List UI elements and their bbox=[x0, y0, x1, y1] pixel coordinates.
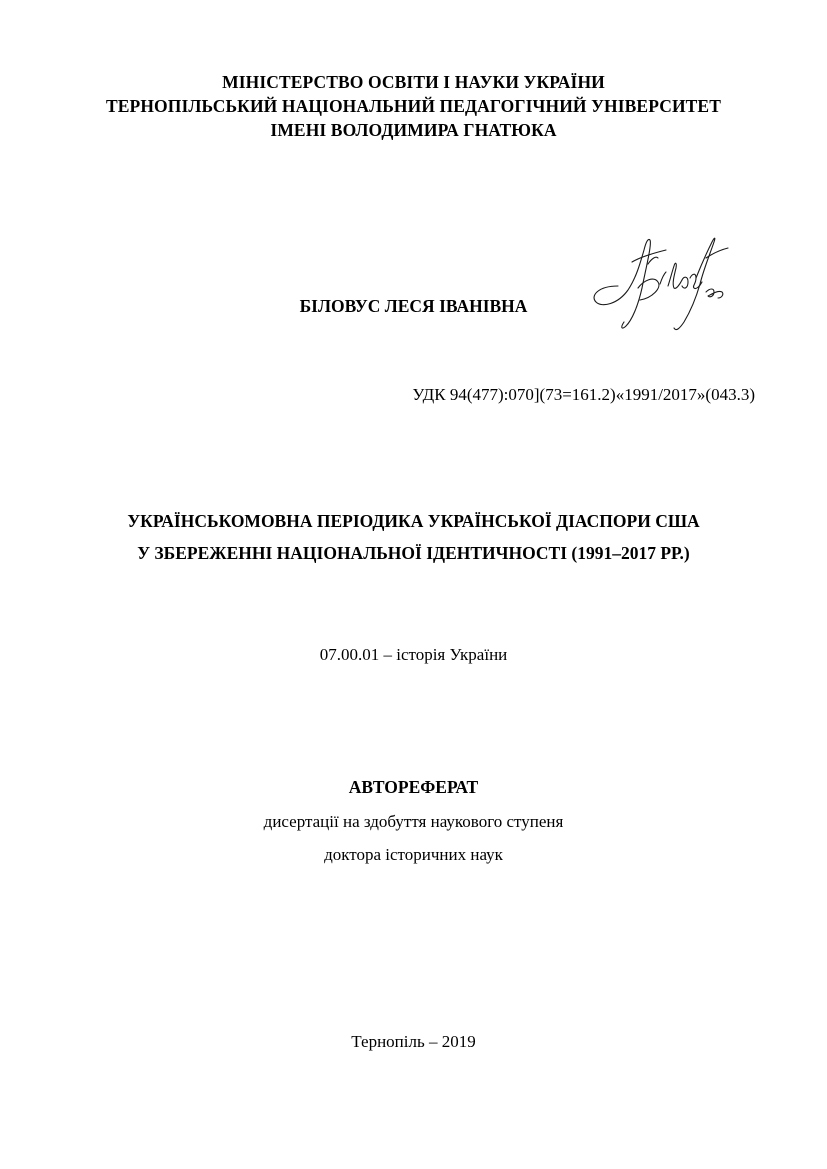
university-name-heading: ІМЕНІ ВОЛОДИМИРА ГНАТЮКА bbox=[270, 120, 557, 140]
udc-code: УДК 94(477):070](73=161.2)«1991/2017»(043.3) bbox=[412, 385, 755, 404]
author-name: БІЛОВУС ЛЕСЯ ІВАНІВНА bbox=[299, 296, 528, 316]
degree-line-2: доктора історичних наук bbox=[324, 845, 503, 864]
place-year: Тернопіль – 2019 bbox=[351, 1032, 476, 1051]
ministry-heading: МІНІСТЕРСТВО ОСВІТИ І НАУКИ УКРАЇНИ bbox=[222, 72, 605, 92]
abstract-heading: АВТОРЕФЕРАТ bbox=[348, 777, 479, 797]
dissertation-title-line-1: УКРАЇНСЬКОМОВНА ПЕРІОДИКА УКРАЇНСЬКОЇ ДІАСПОРИ США bbox=[127, 511, 700, 531]
degree-line-1: дисертації на здобуття наукового ступеня bbox=[263, 812, 564, 831]
signature-icon bbox=[588, 228, 738, 340]
university-heading: ТЕРНОПІЛЬСЬКИЙ НАЦІОНАЛЬНИЙ ПЕДАГОГІЧНИЙ УНІВЕРСИТЕТ bbox=[106, 96, 721, 116]
dissertation-title-line-2: У ЗБЕРЕЖЕННІ НАЦІОНАЛЬНОЇ ІДЕНТИЧНОСТІ (1991–2017 РР.) bbox=[137, 543, 690, 563]
specialty-code: 07.00.01 – історія України bbox=[319, 645, 508, 664]
